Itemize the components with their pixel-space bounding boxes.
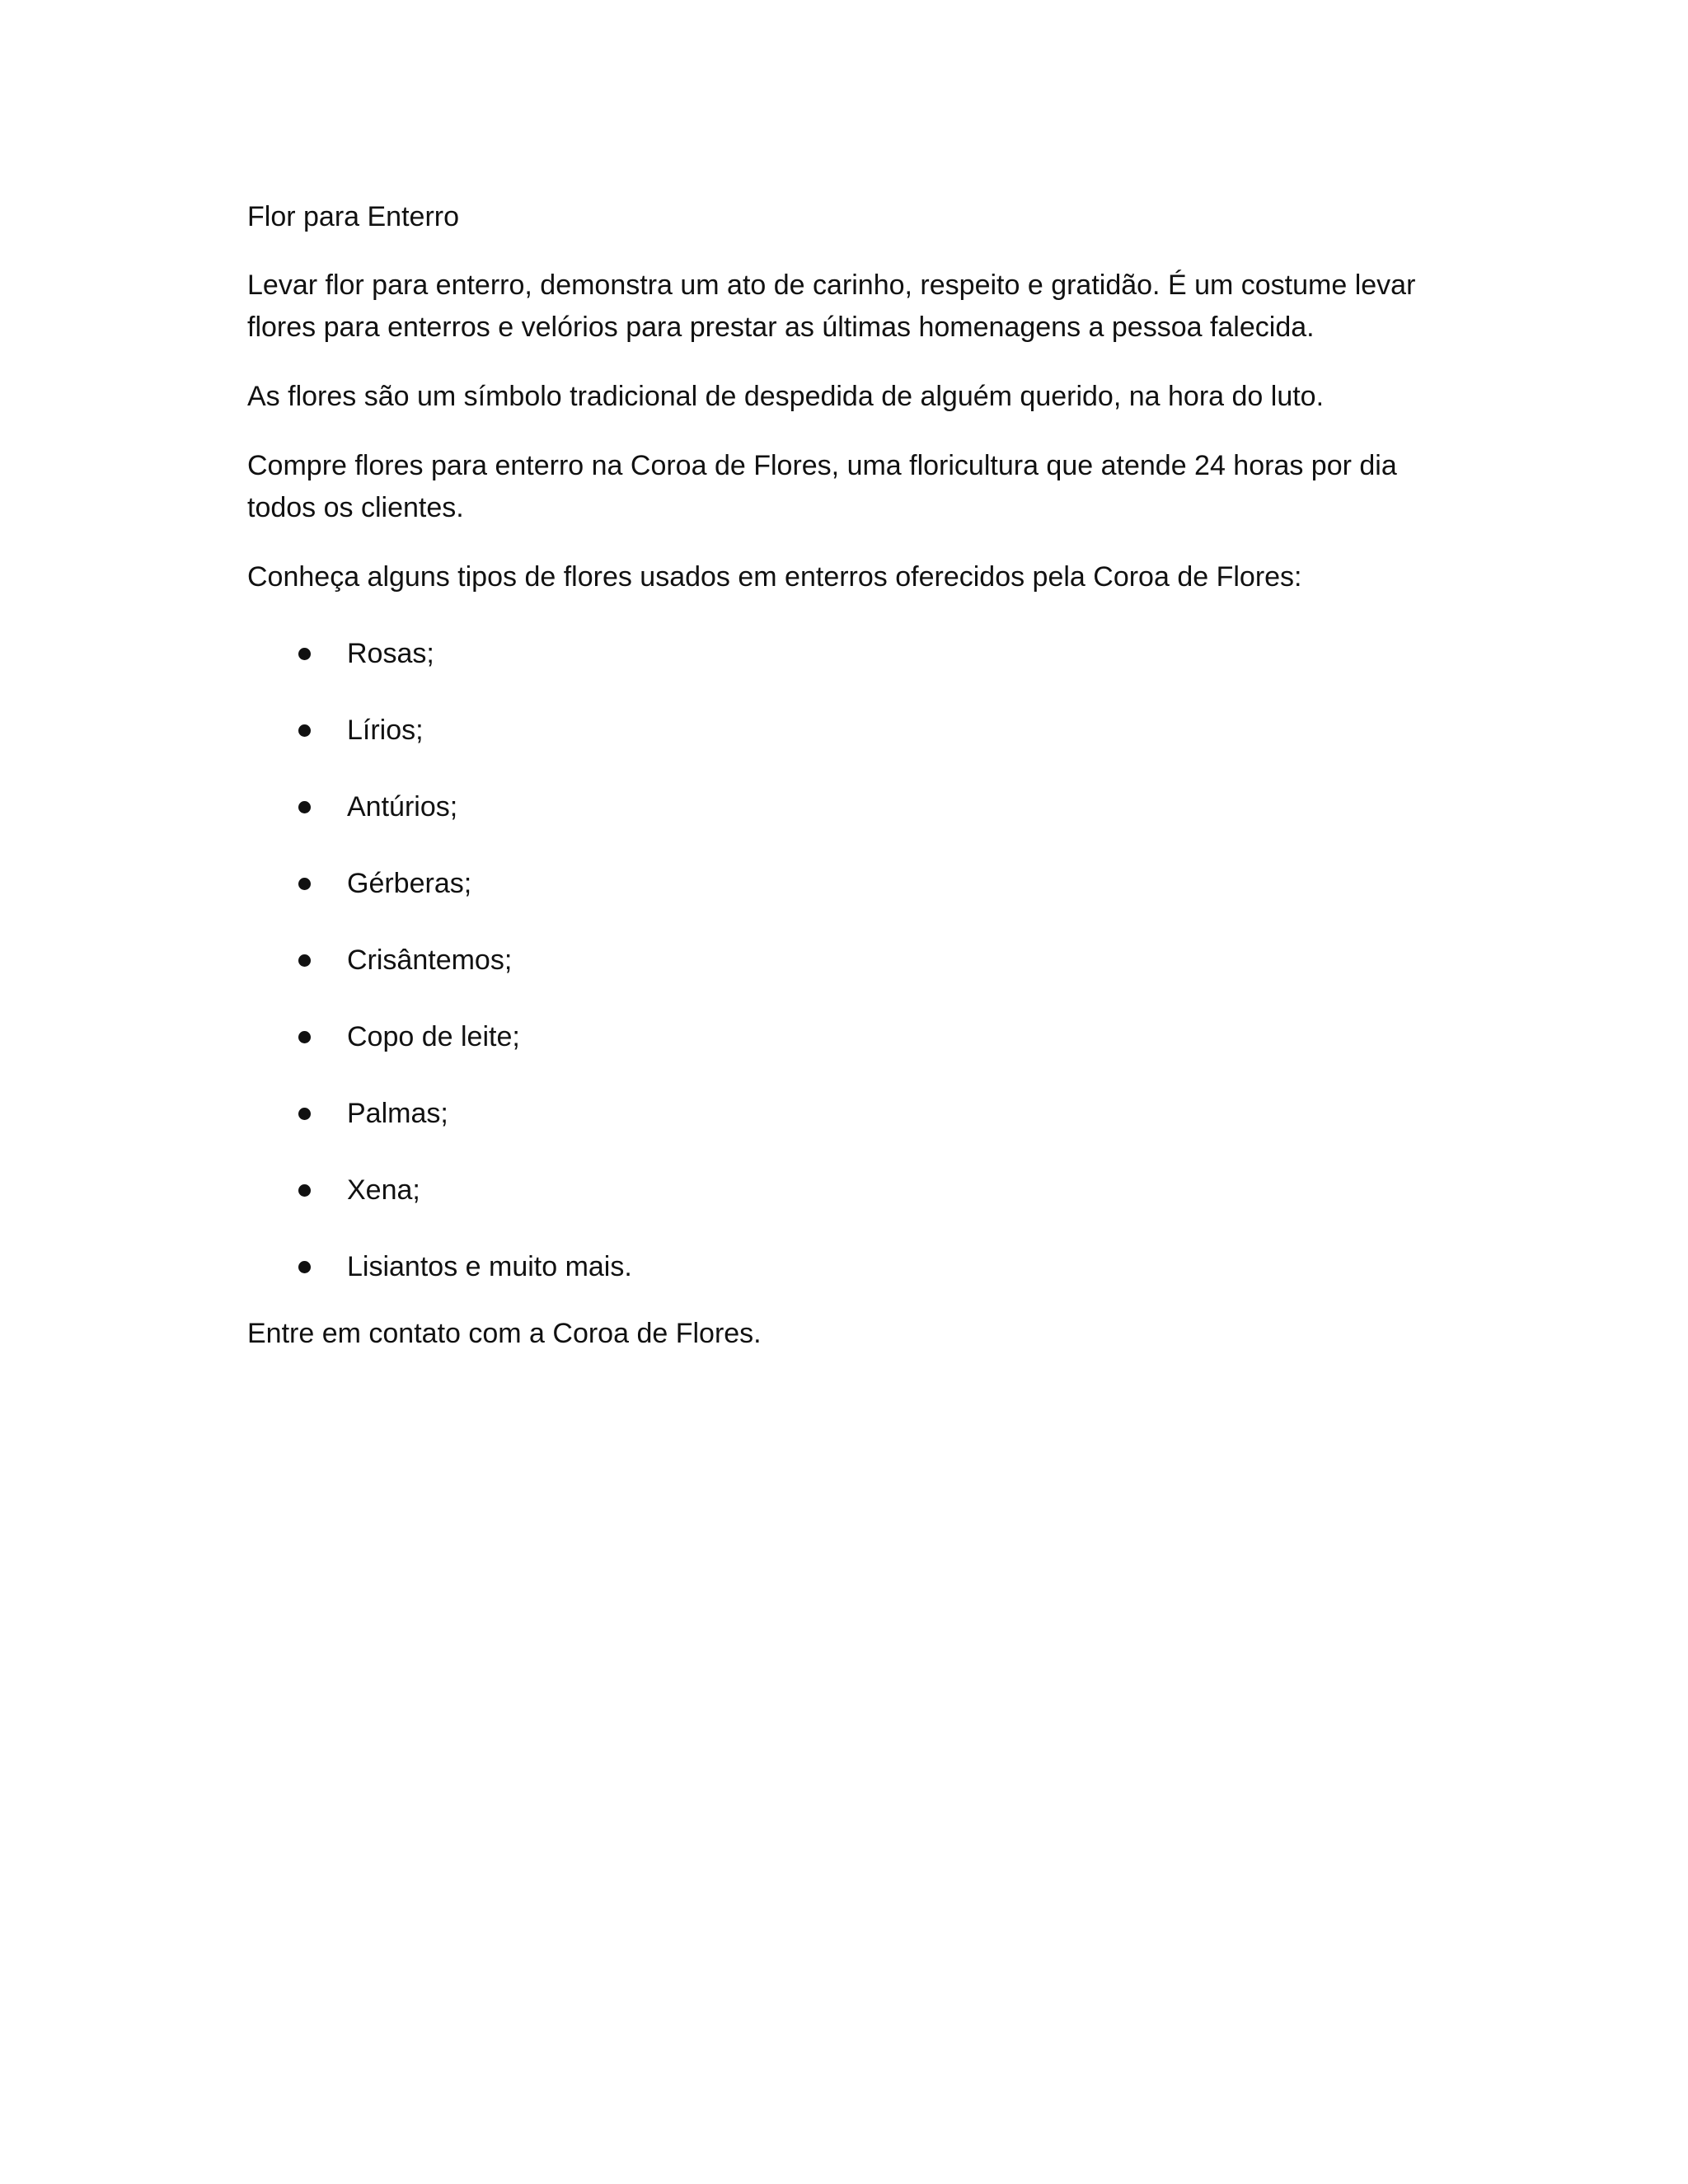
list-item [247, 1169, 1418, 1212]
bullet-icon [298, 1261, 311, 1273]
paragraph-intro: Levar flor para enterro, demonstra um ato de carinho, respeito e gratidão. É um costume levar flores para enterros e velórios para prestar as últimas homenagens a pessoa falecida. [247, 269, 1416, 343]
list-item-label: Lisiantos e muito mais. [347, 1251, 632, 1282]
list-item [247, 786, 1418, 828]
paragraph-list-intro: Conheça alguns tipos de flores usados em enterros oferecidos pela Coroa de Flores: [247, 561, 1302, 593]
bullet-icon [298, 724, 311, 737]
bullet-icon [298, 648, 311, 660]
list-item [247, 710, 1418, 752]
document-content [247, 196, 1418, 1355]
list-item [247, 940, 1418, 982]
list-item [247, 1093, 1418, 1135]
list-item [247, 1246, 1418, 1288]
bullet-icon [298, 878, 311, 890]
list-item [247, 863, 1418, 905]
bullet-icon [298, 954, 311, 967]
list-item-label: Palmas; [347, 1098, 448, 1129]
closing-paragraph: Entre em contato com a Coroa de Flores. [247, 1318, 762, 1349]
list-item-label: Xena; [347, 1174, 420, 1206]
list-item-label: Gérberas; [347, 868, 472, 899]
document-title: Flor para Enterro [247, 201, 459, 232]
list-item-label: Antúrios; [347, 791, 458, 823]
list-item-label: Lírios; [347, 715, 424, 746]
flower-list [247, 633, 1418, 1288]
paragraph-shop: Compre flores para enterro na Coroa de Flores, uma floricultura que atende 24 horas por dia todos os clientes. [247, 450, 1397, 523]
list-item-label: Rosas; [347, 638, 434, 669]
bullet-icon [298, 1108, 311, 1120]
list-item [247, 1016, 1418, 1058]
list-item [247, 633, 1418, 675]
bullet-icon [298, 801, 311, 813]
bullet-icon [298, 1031, 311, 1043]
paragraph-symbol: As flores são um símbolo tradicional de despedida de alguém querido, na hora do luto. [247, 381, 1325, 412]
bullet-icon [298, 1184, 311, 1197]
list-item-label: Crisântemos; [347, 944, 513, 976]
list-item-label: Copo de leite; [347, 1021, 520, 1052]
